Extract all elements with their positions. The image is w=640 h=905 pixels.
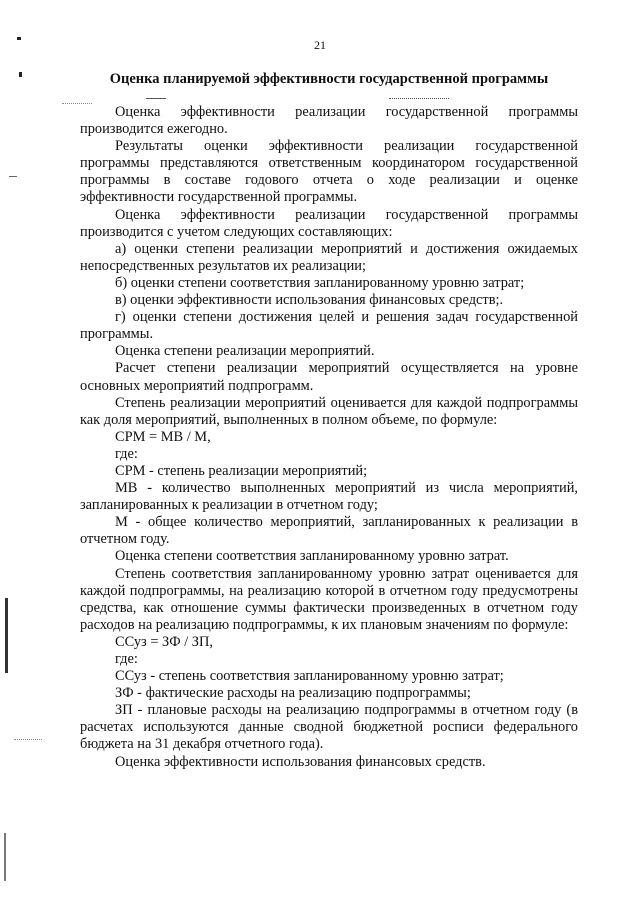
paragraph-3: Оценка эффективности реализации государственной программы производится с учетом следующих составляющих: <box>80 206 578 240</box>
section-heading-measures: Оценка степени реализации мероприятий. <box>115 343 375 360</box>
scan-edge-mark <box>4 833 6 881</box>
where-label-1: где: <box>115 445 138 462</box>
definition-mv: МВ - количество выполненных мероприятий из числа мероприятий, запланированных к реализации в отчетном году; <box>80 480 578 514</box>
definition-srm: СРМ - степень реализации мероприятий; <box>115 462 368 479</box>
section-heading-finance: Оценка эффективности использования финансовых средств. <box>115 753 486 770</box>
formula-ssuz: ССуз = ЗФ / ЗП, <box>115 633 214 650</box>
paragraph-cost-degree: Степень соответствия запланированному уровню затрат оценивается для каждой подпрограммы, на реализацию которой в отчетном году предусмотрены средства, как отношение суммы фактически произведенных в отчетном году расходов на реализацию подпрограммы, к их плановым значениям по формуле: <box>80 565 578 633</box>
page-number: 21 <box>314 38 326 52</box>
where-label-2: где: <box>115 651 138 667</box>
scan-line <box>146 98 166 99</box>
scan-speck <box>9 176 17 177</box>
definition-zp: ЗП - плановые расходы на реализацию подпрограммы в отчетном году (в расчетах используются данные сводной бюджетной росписи федерального бюджета на 31 декабря отчетного года). <box>80 702 578 753</box>
formula-srm: СРМ = МВ / М, <box>115 428 211 445</box>
document-body <box>80 104 578 771</box>
scan-speck <box>17 37 21 40</box>
paragraph-calculation: Расчет степени реализации мероприятий осуществляется на уровне основных мероприятий подпрограмм. <box>80 360 578 394</box>
scan-dots <box>14 739 42 740</box>
list-item-c: в) оценки эффективности использования финансовых средств;. <box>115 292 504 309</box>
definition-m: М - общее количество мероприятий, запланированных к реализации в отчетном году. <box>80 514 578 548</box>
page-title: Оценка планируемой эффективности государственной программы <box>109 71 549 87</box>
paragraph-degree: Степень реализации мероприятий оценивается для каждой подпрограммы как доля мероприятий, выполненных в полном объеме, по формуле: <box>80 394 578 428</box>
definition-ssuz: ССуз - степень соответствия запланированному уровню затрат; <box>115 668 504 685</box>
list-item-a: а) оценки степени реализации мероприятий и достижения ожидаемых непосредственных результатов их реализации; <box>80 240 578 274</box>
paragraph-2: Результаты оценки эффективности реализации государственной программы представляются ответственным координатором государственной программы в составе годового отчета о ходе реализации и оценке эффективности государственной программы. <box>80 138 578 206</box>
scan-speck <box>19 72 22 77</box>
paragraph-1: Оценка эффективности реализации государственной программы производится ежегодно. <box>80 104 578 138</box>
definition-zf: ЗФ - фактические расходы на реализацию подпрограммы; <box>115 685 471 702</box>
list-item-b: б) оценки степени соответствия запланированному уровню затрат; <box>115 274 525 291</box>
scan-dots <box>62 103 92 104</box>
scan-line <box>389 98 449 99</box>
section-heading-costs: Оценка степени соответствия запланированному уровню затрат. <box>115 548 509 565</box>
scan-edge-mark <box>5 598 8 673</box>
list-item-d: г) оценки степени достижения целей и решения задач государственной программы. <box>80 309 578 343</box>
